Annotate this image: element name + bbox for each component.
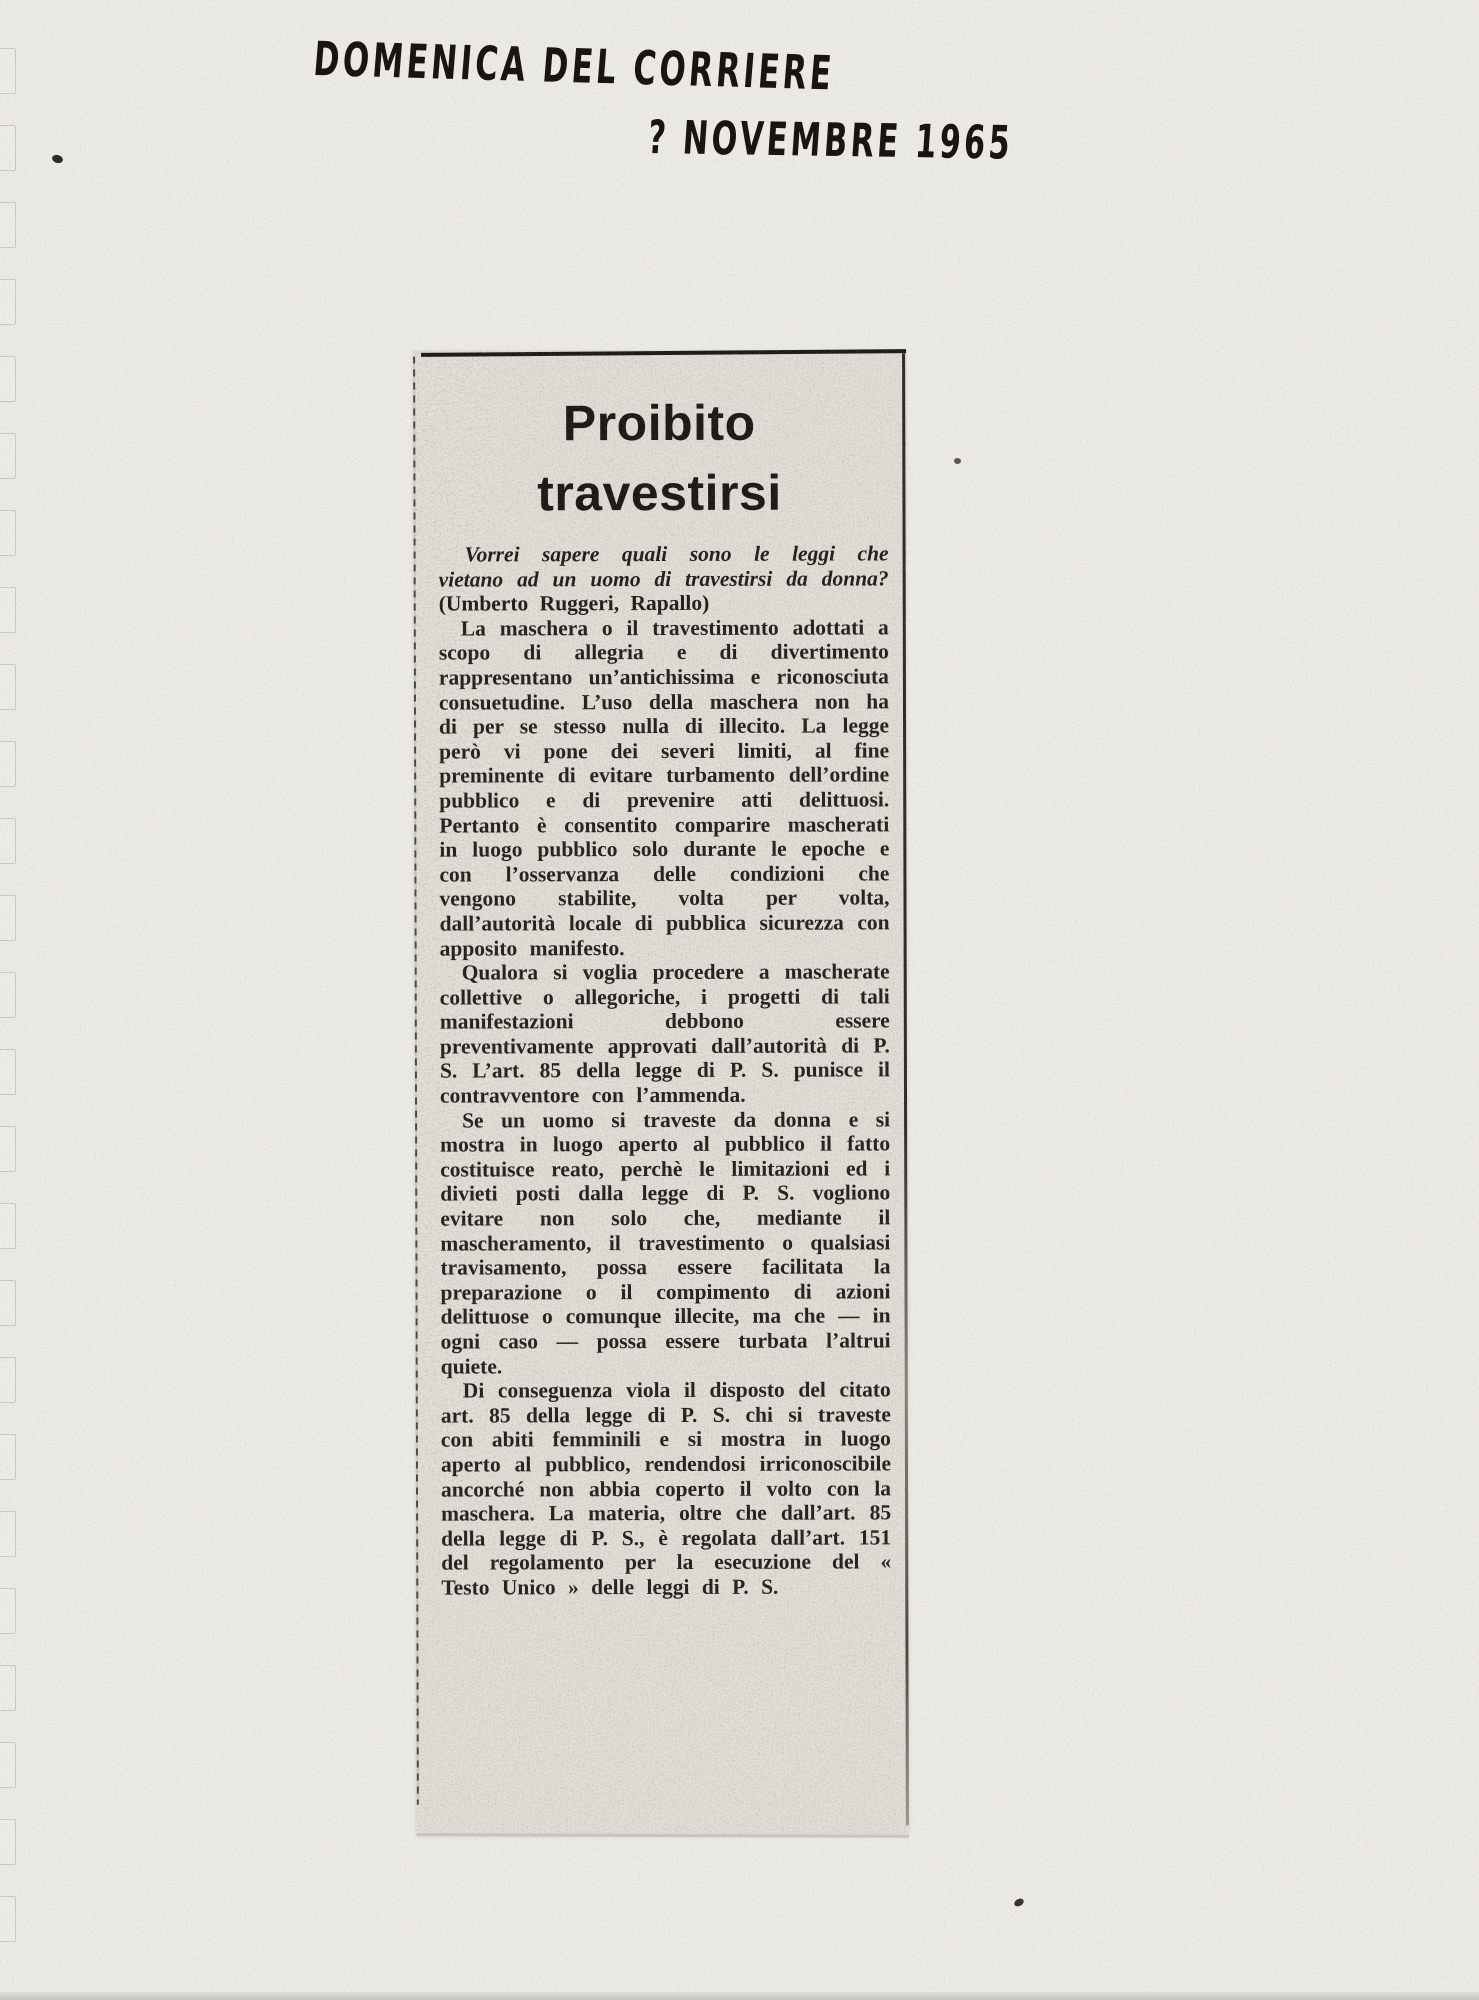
binder-slot-mark — [0, 741, 16, 787]
question-text: Vorrei sapere quali sono le leggi che vietano ad un uomo di travestirsi da donna? — [438, 541, 889, 592]
article-paragraph: Di conseguenza viola il disposto del citato art. 85 della legge di P. S. chi si traveste con abiti femminili e si mostra in luogo aperto al pubblico, rendendosi irriconoscibile ancorché non abbia coperto il volto con la maschera. La materia, oltre che dall’art. 85 della legge di P. S., è regolata dall’art. 151 del regolamento per la esecuzione del « Testo Unico » delle leggi di P. S. — [440, 1377, 892, 1600]
binder-slot-mark — [0, 202, 16, 248]
binder-slot-mark — [0, 1357, 16, 1403]
article-question — [439, 541, 889, 616]
binder-slot-mark — [0, 972, 16, 1018]
article-paragraph: Se un uomo si traveste da donna e si mostra in luogo aperto al pubblico il fatto costituisce reato, perchè le limitazioni ed i divieti posti dalla legge di P. S. vogliono evitare non solo che, mediante il mascheramento, il travestimento o qualsiasi travisamento, possa essere facilitata la preparazione o il compimento di azioni delittuose o comunque illecite, ma che — in ogni caso — possa essere turbata l’altrui quiete. — [440, 1107, 891, 1379]
handwritten-publication-title: DOMENICA DEL CORRIERE — [311, 32, 837, 102]
binder-slot-mark — [0, 1588, 16, 1634]
binder-slot-mark — [0, 895, 16, 941]
news-clipping — [413, 349, 909, 1834]
clipping-bottom-edge — [417, 1833, 909, 1838]
binder-slot-mark — [0, 818, 16, 864]
ink-speck — [51, 153, 64, 164]
binder-slot-mark — [0, 664, 16, 710]
binder-slot-mark — [0, 1126, 16, 1172]
ink-speck — [954, 458, 961, 464]
binder-slot-mark — [0, 1434, 16, 1480]
binder-slot-mark — [0, 356, 16, 402]
page-edge-shadow — [0, 1992, 1479, 2000]
binder-slot-mark — [0, 510, 16, 556]
binder-slot-mark — [0, 1203, 16, 1249]
binder-slot-mark — [0, 279, 16, 325]
binder-slot-mark — [0, 1049, 16, 1095]
binder-slot-mark — [0, 587, 16, 633]
article-paragraph: La maschera o il travestimento adottati a scopo di allegria e di divertimento rappresentano un’antichissima e riconosciuta consuetudine. L’uso della maschera non ha di per se stesso nulla di illecito. La legge però vi pone dei severi limiti, al fine preminente di evitare turbamento dell’ordine pubblico e di prevenire atti delittuosi. Pertanto è consentito comparire mascherati in luogo pubblico solo durante le epoche e con l’osservanza delle condizioni che vengono stabilite, volta per volta, dall’autorità locale di pubblica sicurezza con apposito manifesto. — [438, 615, 890, 961]
question-attribution: (Umberto Ruggeri, Rapallo) — [438, 591, 710, 616]
binder-slot-mark — [0, 1280, 16, 1326]
article-paragraph: Qualora si voglia procedere a mascherate collettive o allegoriche, i progetti di tali manifestazioni debbono essere preventivamente approvati dall’autorità di P. S. L’art. 85 della legge di P. S. punisce il contravventore con l’ammenda. — [439, 959, 890, 1108]
binder-slot-mark — [0, 1665, 16, 1711]
binder-slot-mark — [0, 1511, 16, 1557]
article-title-line1: Proibito — [562, 394, 756, 452]
binder-slot-mark — [0, 48, 16, 94]
clipping-top-edge — [421, 349, 906, 357]
binder-slot-mark — [0, 1896, 16, 1942]
binder-slot-mark — [0, 125, 16, 171]
binder-slot-mark — [0, 1742, 16, 1788]
binder-slot-mark — [0, 433, 16, 479]
clipping-right-edge — [902, 353, 909, 1825]
clipping-left-edge — [413, 357, 419, 1805]
article-title-line2: travestirsi — [537, 464, 782, 522]
article-title — [413, 387, 905, 528]
handwritten-date: ? NOVEMBRE 1965 — [646, 110, 1015, 170]
ink-speck — [1013, 1897, 1025, 1908]
binder-slot-mark — [0, 1819, 16, 1865]
